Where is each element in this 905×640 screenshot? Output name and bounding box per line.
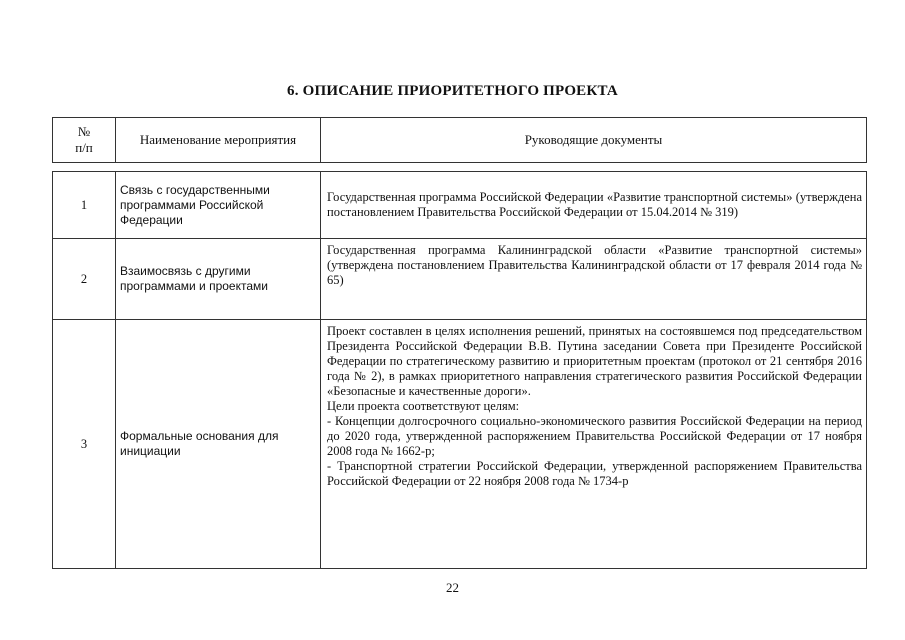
header-num: [53, 118, 116, 163]
doc-paragraph: - Транспортной стратегии Российской Федерации, утвержденной распоряжением Правительства Российской Федерации от 22 ноября 2008 года № 1734-р: [327, 459, 862, 488]
row-docs: [321, 320, 867, 569]
spacer-cell: [53, 163, 867, 172]
table-spacer: [53, 163, 867, 172]
doc-paragraph: Государственная программа Калининградской области «Развитие транспортной системы» (утверждена постановлением Правительства Калининградской области от 17 февраля 2014 года № 65): [327, 243, 862, 287]
header-name: [116, 118, 321, 163]
row-number: 1: [53, 172, 116, 239]
header-docs-label: Руководящие документы: [524, 132, 663, 147]
doc-paragraph: Цели проекта соответствуют целям:: [327, 399, 520, 413]
table-row: [53, 320, 867, 569]
row-name: Формальные основания для инициации: [116, 320, 321, 569]
page-number: 22: [446, 580, 459, 595]
project-description-table: [52, 117, 867, 569]
page-title: 6. ОПИСАНИЕ ПРИОРИТЕТНОГО ПРОЕКТА: [287, 83, 618, 99]
header-num-label: № п/п: [75, 124, 93, 155]
table-row: [53, 239, 867, 320]
row-number: 2: [53, 239, 116, 320]
doc-paragraph: Государственная программа Российской Федерации «Развитие транспортной системы» (утверждена постановлением Правительства Российской Федерации от 15.04.2014 № 319): [327, 190, 862, 219]
row-docs: [321, 172, 867, 239]
header-docs: [321, 118, 867, 163]
row-name: Связь с государственными программами Российской Федерации: [116, 172, 321, 239]
row-docs: [321, 239, 867, 320]
table-header-row: [53, 118, 867, 163]
table-row: [53, 172, 867, 239]
doc-paragraph: - Концепции долгосрочного социально-экономического развития Российской Федерации на период до 2020 года, утвержденной распоряжением Правительства Российской Федерации от 17 ноября 2008 года № 1662-р;: [327, 414, 862, 458]
row-number: 3: [53, 320, 116, 569]
header-name-label: Наименование мероприятия: [139, 132, 297, 147]
row-name: Взаимосвязь с другими программами и проектами: [116, 239, 321, 320]
doc-paragraph: Проект составлен в целях исполнения решений, принятых на состоявшемся под председательством Президента Российской Федерации В.В. Путина заседании Совета при Президенте Российской Федерации по стратегическому развитию и приоритетным проектам (протокол от 21 сентября 2016 года № 2), в рамках приоритетного направления стратегического развития Российской Федерации «Безопасные и качественные дороги».: [327, 324, 862, 398]
